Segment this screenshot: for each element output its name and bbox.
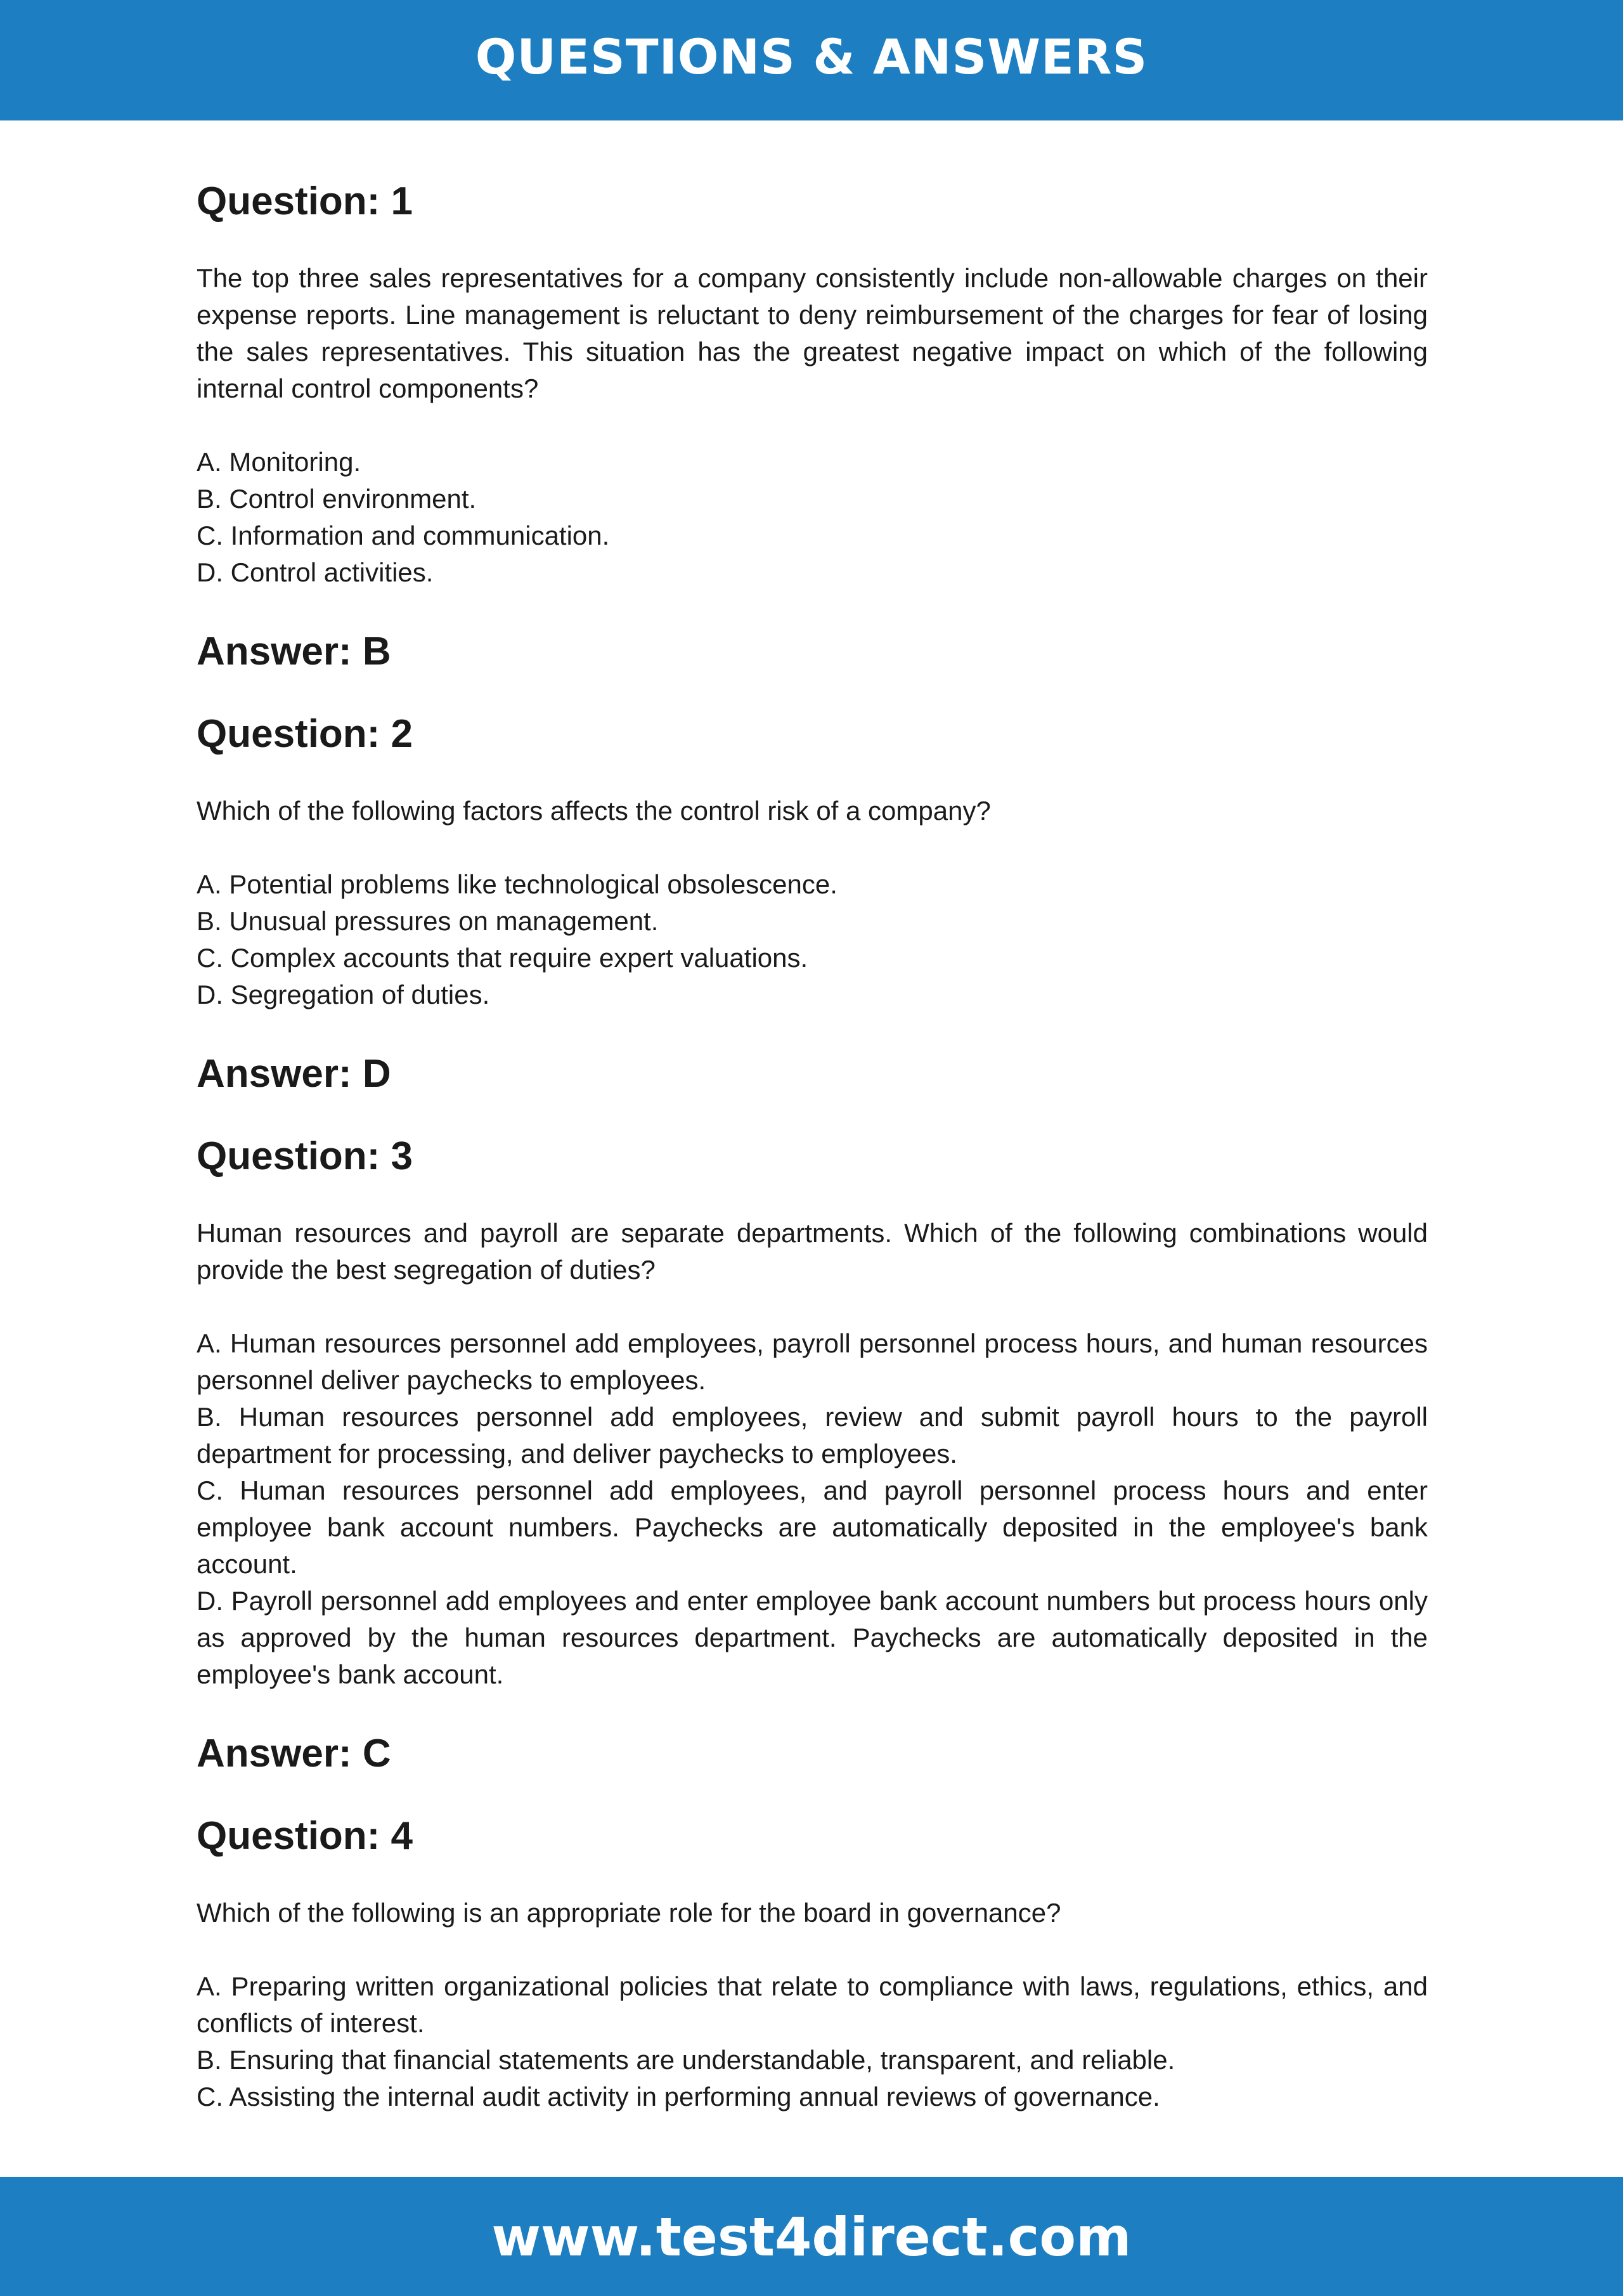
question-text: The top three sales representatives for a company consistently include non-allowable charges on their expense reports. Line management is reluctant to deny reimbursement of the charges for fear of losing the sales representatives. This situation has the greatest negative impact on which of the following internal control components? [197, 263, 1428, 403]
question-text: Human resources and payroll are separate departments. Which of the following combinations would provide the best segregation of duties? [197, 1218, 1428, 1285]
question-text: Which of the following factors affects the control risk of a company? [197, 796, 991, 826]
footer-url: www.test4direct.com [491, 2206, 1132, 2268]
question-heading: Question: 4 [197, 1814, 413, 1858]
question-heading: Question: 3 [197, 1134, 413, 1178]
answer-options [197, 1325, 1428, 1693]
answer-label: Answer: C [197, 1732, 391, 1775]
question-heading: Question: 1 [197, 179, 413, 223]
document-body [197, 166, 1428, 2115]
header-title: QUESTIONS & ANSWERS [475, 29, 1148, 85]
option-b: B. Unusual pressures on management. [197, 906, 659, 936]
answer-options [197, 1968, 1428, 2115]
option-b: B. Control environment. [197, 484, 477, 514]
option-c: C. Complex accounts that require expert valuations. [197, 943, 808, 973]
option-a: A. Monitoring. [197, 447, 361, 477]
question-3 [197, 1121, 1428, 1789]
question-text: Which of the following is an appropriate role for the board in governance? [197, 1898, 1061, 1928]
question-4 [197, 1801, 1428, 2115]
option-b: B. Human resources personnel add employees, review and submit payroll hours to the payroll department for processing, and deliver paychecks to employees. [197, 1402, 1428, 1469]
option-c: C. Human resources personnel add employees, and payroll personnel process hours and enter employee bank account numbers. Paychecks are automatically deposited in the employee's bank account. [197, 1476, 1428, 1579]
option-c: C. Assisting the internal audit activity in performing annual reviews of governance. [197, 2082, 1160, 2111]
option-a: A. Potential problems like technological obsolescence. [197, 869, 837, 899]
question-2 [197, 699, 1428, 1110]
option-d: D. Segregation of duties. [197, 980, 490, 1009]
option-c: C. Information and communication. [197, 521, 610, 550]
answer-options [197, 444, 1428, 591]
option-a: A. Preparing written organizational policies that relate to compliance with laws, regulations, ethics, and conflicts of interest. [197, 1971, 1428, 2038]
option-d: D. Payroll personnel add employees and enter employee bank account numbers but process hours only as approved by the human resources department. Paychecks are automatically deposited in the employee's bank account. [197, 1586, 1428, 1689]
option-d: D. Control activities. [197, 557, 434, 587]
answer-label: Answer: D [197, 1052, 391, 1096]
option-b: B. Ensuring that financial statements are understandable, transparent, and reliable. [197, 2045, 1175, 2075]
option-a: A. Human resources personnel add employees, payroll personnel process hours, and human resources personnel deliver paychecks to employees. [197, 1328, 1428, 1395]
question-heading: Question: 2 [197, 712, 413, 756]
answer-options [197, 866, 1428, 1013]
question-1 [197, 166, 1428, 687]
answer-label: Answer: B [197, 630, 391, 673]
